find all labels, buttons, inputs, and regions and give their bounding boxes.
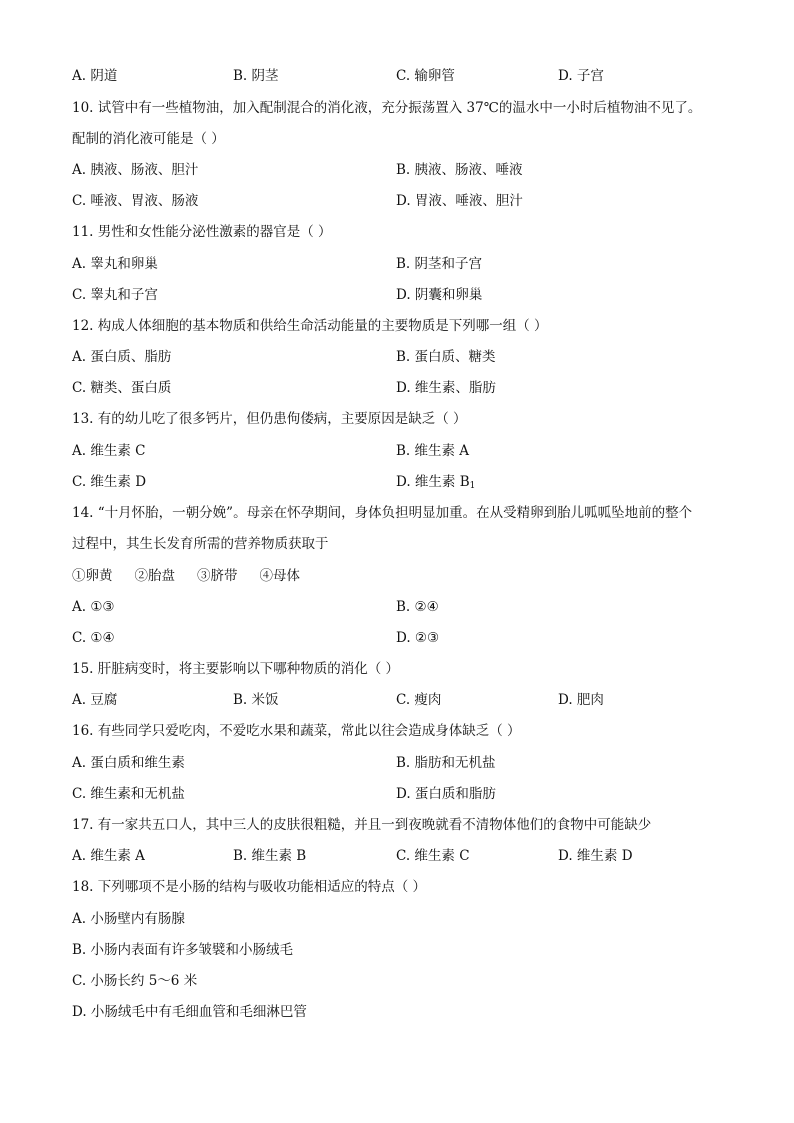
option-a[interactable]: A. 蛋白质、脂肪 [72,349,172,365]
option-a[interactable]: A. 阴道 [72,68,118,84]
option-b[interactable]: B. ②④ [396,599,439,615]
subscript: 1 [469,481,476,491]
option-d[interactable] [396,472,475,496]
option-c[interactable]: C. 维生素 C [396,848,470,864]
question-stem-continued: 配制的消化液可能是（ ） [72,131,225,147]
question-stem: 11. 男性和女性能分泌性激素的器官是（ ） [72,224,332,240]
question-stem: 12. 构成人体细胞的基本物质和供给生命活动能量的主要物质是下列哪一组（ ） [72,318,548,334]
option-d[interactable]: D. ②③ [396,630,440,646]
option-d[interactable]: D. 胃液、唾液、胆汁 [396,193,523,209]
option-a[interactable]: A. 维生素 A [72,848,145,864]
option-c[interactable]: C. 糖类、蛋白质 [72,380,172,396]
option-d[interactable]: D. 子宫 [558,68,604,84]
option-c[interactable]: C. 维生素 D [72,474,147,490]
option-d[interactable]: D. 小肠绒毛中有毛细血管和毛细淋巴管 [72,1004,307,1020]
item-4: ④母体 [259,568,300,584]
option-c[interactable]: C. ①④ [72,630,115,646]
option-b[interactable]: B. 蛋白质、糖类 [396,349,496,365]
question-stem-continued: 过程中，其生长发育所需的营养物质获取于 [72,536,329,552]
option-d[interactable]: D. 维生素、脂肪 [396,380,496,396]
option-b[interactable]: B. 维生素 A [396,443,470,459]
option-c[interactable]: C. 瘦肉 [396,692,442,708]
option-d[interactable]: D. 肥肉 [558,692,604,708]
option-a[interactable]: A. 小肠壁内有肠腺 [72,911,185,927]
option-b[interactable]: B. 脂肪和无机盐 [396,755,496,771]
option-b[interactable]: B. 小肠内表面有许多皱襞和小肠绒毛 [72,942,294,958]
question-stem: 15. 肝脏病变时，将主要影响以下哪种物质的消化（ ） [72,661,400,677]
option-a[interactable]: A. 胰液、肠液、胆汁 [72,162,199,178]
option-b[interactable]: B. 阴茎和子宫 [396,256,483,272]
option-b[interactable]: B. 维生素 B [233,848,307,864]
option-d-text: D. 维生素 B [396,474,470,490]
question-stem: 16. 有些同学只爱吃肉，不爱吃水果和蔬菜，常此以往会造成身体缺乏（ ） [72,723,521,739]
item-1: ①卵黄 [72,568,113,584]
option-c[interactable]: C. 唾液、胃液、肠液 [72,193,199,209]
option-a[interactable]: A. 蛋白质和维生素 [72,755,185,771]
option-c[interactable]: C. 维生素和无机盐 [72,786,185,802]
option-b[interactable]: B. 米饭 [233,692,279,708]
option-c[interactable]: C. 睾丸和子宫 [72,287,158,303]
option-a[interactable]: A. 维生素 C [72,443,146,459]
option-a[interactable]: A. 睾丸和卵巢 [72,256,158,272]
option-a[interactable]: A. 豆腐 [72,692,118,708]
question-stem: 18. 下列哪项不是小肠的结构与吸收功能相适应的特点（ ） [72,879,427,895]
option-b[interactable]: B. 胰液、肠液、唾液 [396,162,523,178]
option-b[interactable]: B. 阴茎 [233,68,279,84]
item-3: ③脐带 [197,568,238,584]
item-2: ②胎盘 [134,568,175,584]
option-c[interactable]: C. 小肠长约 5～6 米 [72,973,198,989]
question-stem: 17. 有一家共五口人，其中三人的皮肤很粗糙，并且一到夜晚就看不清物体他们的食物中可能缺少 [72,817,652,833]
question-stem: 13. 有的幼儿吃了很多钙片，但仍患佝偻病，主要原因是缺乏（ ） [72,411,467,427]
option-d[interactable]: D. 蛋白质和脂肪 [396,786,496,802]
option-d[interactable]: D. 维生素 D [558,848,633,864]
question-stem: 14. “十月怀胎，一朝分娩”。母亲在怀孕期间，身体负担明显加重。在从受精卵到胎儿呱呱坠地前的整个 [72,505,693,521]
question-items [72,566,300,586]
option-d[interactable]: D. 阴囊和卵巢 [396,287,483,303]
option-a[interactable]: A. ①③ [72,599,115,615]
option-c[interactable]: C. 输卵管 [396,68,455,84]
question-stem: 10. 试管中有一些植物油，加入配制混合的消化液，充分振荡置入 37℃的温水中一小时后植物油不见了。 [72,100,702,116]
